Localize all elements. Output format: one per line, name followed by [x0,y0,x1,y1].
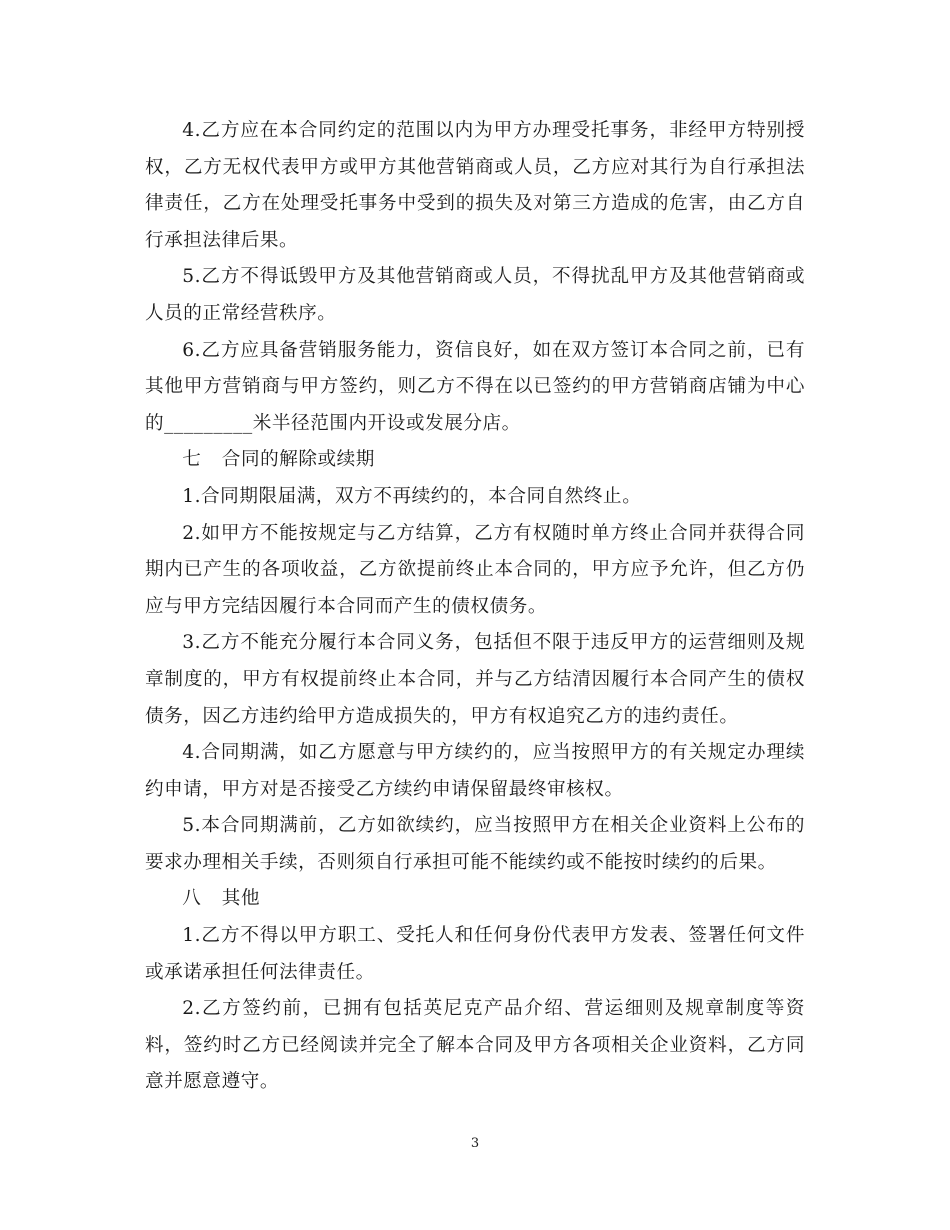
page-number: 3 [470,1136,480,1151]
section-8-title: 其他 [221,888,261,910]
paragraph-7-1: 1.合同期限届满，双方不再续约的，本合同自然终止。 [182,485,642,507]
paragraph-6-6: 6.乙方应具备营销服务能力，资信良好，如在双方签订本合同之前，已有其他甲方营销商与甲方签约，则乙方不得在以已签约的甲方营销商店铺为中心的_________米半径范围内开设或发展分店。 [145,339,805,434]
paragraph-7-4: 4.合同期满，如乙方愿意与甲方续约的，应当按照甲方的有关规定办理续约申请，甲方对是否接受乙方续约申请保留最终审核权。 [145,742,805,800]
paragraph-7-2: 2.如甲方不能按规定与乙方结算，乙方有权随时单方终止合同并获得合同期内已产生的各项收益，乙方欲提前终止本合同的，甲方应予允许，但乙方仍应与甲方完结因履行本合同而产生的债权债务。 [145,522,805,617]
section-7-number: 七 [182,449,202,471]
section-8-heading [145,881,805,918]
paragraph-8-2: 2.乙方签约前，已拥有包括英尼克产品介绍、营运细则及规章制度等资料，签约时乙方已经阅读并完全了解本合同及甲方各项相关企业资料，乙方同意并愿意遵守。 [145,998,805,1093]
paragraph-6-5: 5.乙方不得诋毁甲方及其他营销商或人员，不得扰乱甲方及其他营销商或人员的正常经营秩序。 [145,266,805,324]
paragraph-8-1: 1.乙方不得以甲方职工、受托人和任何身份代表甲方发表、签署任何文件或承诺承担任何法律责任。 [145,925,805,983]
section-8-number: 八 [182,888,202,910]
section-7-heading [145,442,805,479]
document-body [145,113,805,1101]
section-7-title: 合同的解除或续期 [221,449,375,471]
paragraph-7-5: 5.本合同期满前，乙方如欲续约，应当按照甲方在相关企业资料上公布的要求办理相关手续，否则须自行承担可能不能续约或不能按时续约的后果。 [145,815,805,873]
paragraph-7-3: 3.乙方不能充分履行本合同义务，包括但不限于违反甲方的运营细则及规章制度的，甲方有权提前终止本合同，并与乙方结清因履行本合同产生的债权债务，因乙方违约给甲方造成损失的，甲方有权追究乙方的违约责任。 [145,632,805,727]
paragraph-6-4: 4.乙方应在本合同约定的范围以内为甲方办理受托事务，非经甲方特别授权，乙方无权代表甲方或甲方其他营销商或人员，乙方应对其行为自行承担法律责任，乙方在处理受托事务中受到的损失及对第三方造成的危害，由乙方自行承担法律后果。 [145,120,805,251]
